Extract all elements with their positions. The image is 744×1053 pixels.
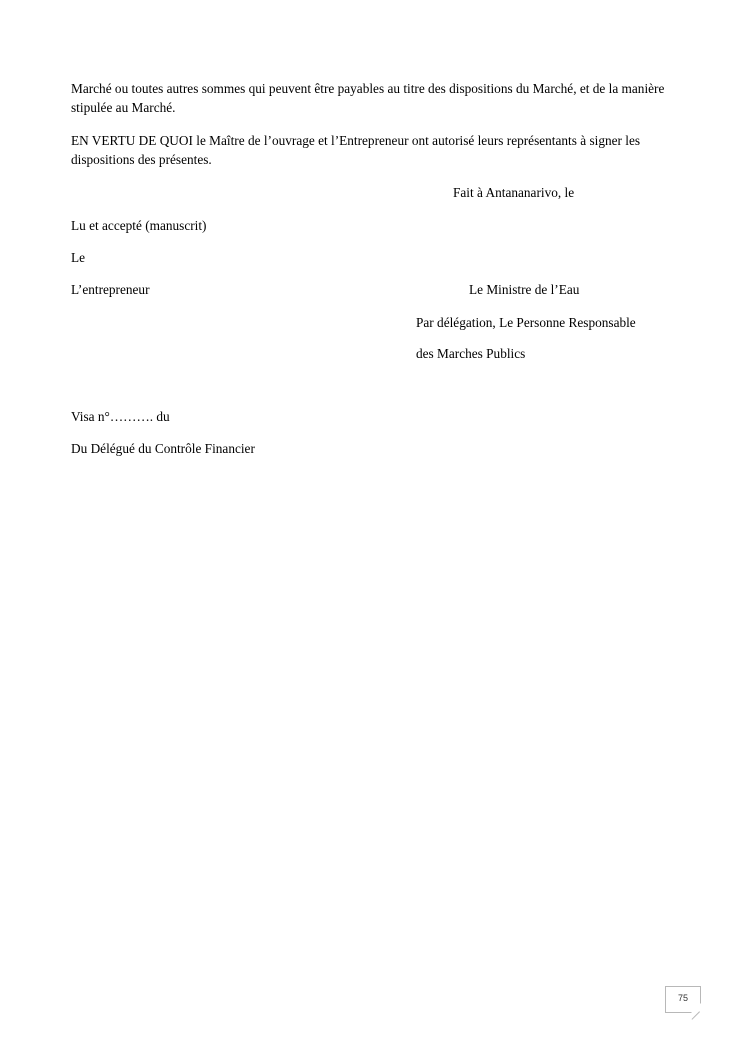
- visa-line: Visa n°………. du: [71, 409, 170, 424]
- le-line: Le: [71, 250, 86, 265]
- page-number-badge: [665, 986, 701, 1013]
- delegation-line: Par délégation, Le Personne Responsable: [416, 315, 636, 330]
- contractor-signature-label: L’entrepreneur: [71, 282, 150, 297]
- financial-control-line: Du Délégué du Contrôle Financier: [71, 441, 255, 456]
- en-vertu-paragraph: EN VERTU DE QUOI le Maître de l’ouvrage et l’Entrepreneur ont autorisé leurs représentants à signer les dispositions des présentes.: [71, 133, 641, 167]
- page-number: 75: [677, 993, 688, 1003]
- intro-paragraph: Marché ou toutes autres sommes qui peuvent être payables au titre des dispositions du Marché, et de la manière stipulée au Marché.: [71, 81, 665, 115]
- public-markets-line: des Marches Publics: [416, 346, 526, 361]
- place-date-line: Fait à Antananarivo, le: [453, 185, 575, 200]
- read-approved-line: Lu et accepté (manuscrit): [71, 218, 207, 233]
- minister-signature-label: Le Ministre de l’Eau: [469, 282, 580, 297]
